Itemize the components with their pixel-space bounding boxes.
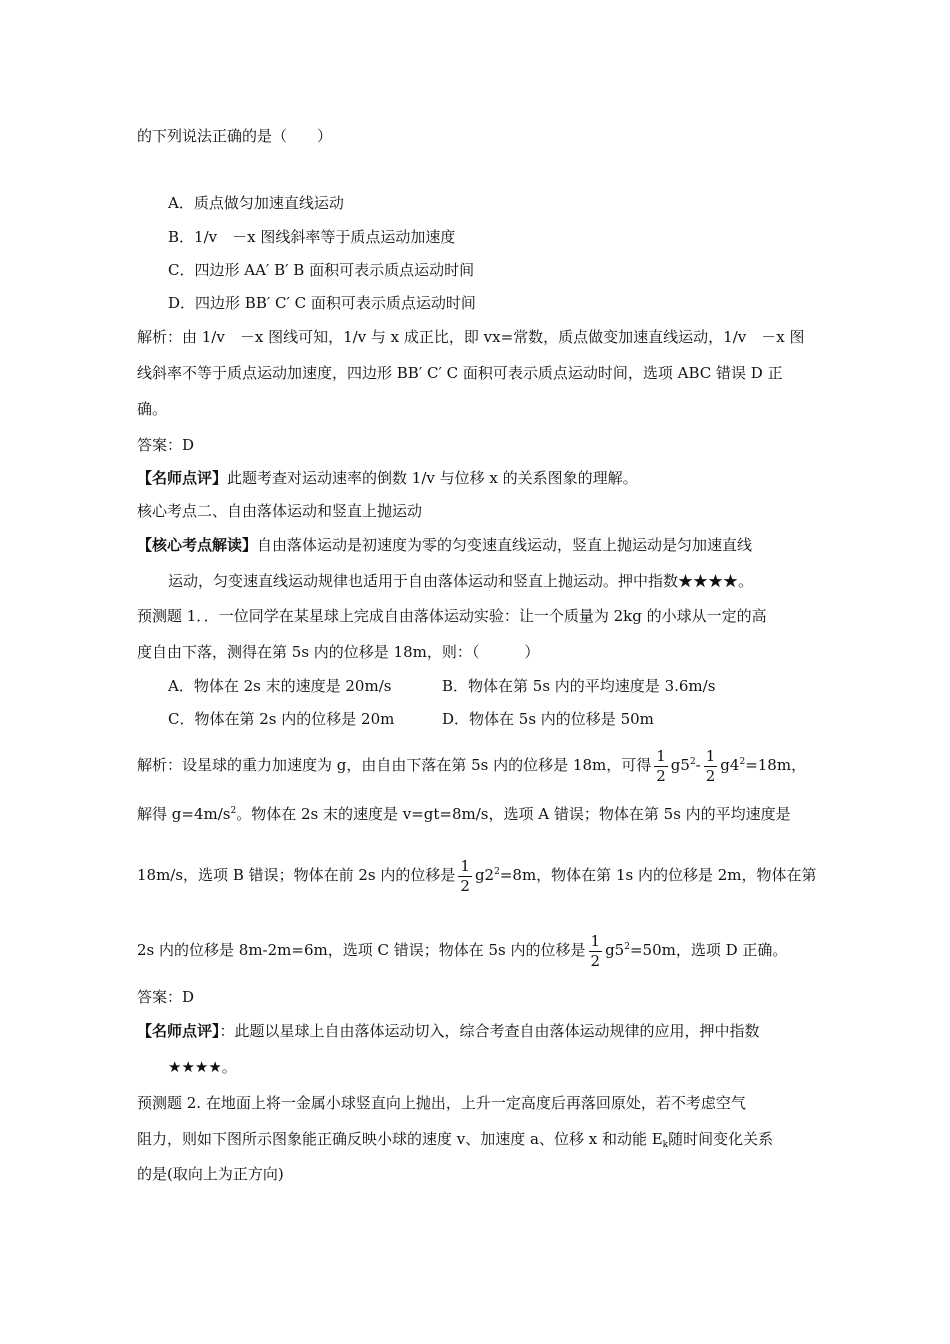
answer-2: 答案：D [137, 988, 195, 1006]
expr: g5 [670, 756, 690, 774]
analysis-text: 18m/s，选项 B 错误；物体在前 2s 内的位移是 [137, 866, 456, 884]
problem-2-line-2 [137, 1128, 813, 1150]
problem-1-options-row-1 [168, 675, 813, 697]
fraction-half [458, 857, 472, 896]
analysis-p1-line-3 [137, 853, 817, 897]
analysis-line-3: 确。 [137, 400, 168, 418]
expr: g2 [474, 866, 495, 884]
option-b: B．1/v －x 图线斜率等于质点运动加速度 [168, 228, 456, 246]
p1-option-a: A．物体在 2s 末的速度是 20m/s [168, 677, 392, 695]
analysis-text: =50m，选项 D 正确。 [629, 941, 788, 959]
teacher-comment-2-stars: ★★★★。 [168, 1058, 237, 1076]
problem-text: 阻力，则如下图所示图象能正确反映小球的速度 v、加速度 a、位移 x 和动能 E [137, 1130, 663, 1148]
question-stem-tail: 的下列说法正确的是（ ） [137, 127, 333, 145]
exponent: 2 [624, 942, 630, 952]
expr: =18m， [745, 756, 807, 774]
denominator: 2 [460, 876, 470, 895]
expr: g4 [720, 756, 740, 774]
numerator: 1 [705, 746, 716, 765]
analysis-text: 。物体在 2s 末的速度是 v=gt=8m/s，选项 A 错误；物体在第 5s 内的平均速度是 [236, 805, 791, 823]
problem-2-line-3: 的是(取向上为正方向) [137, 1165, 284, 1183]
analysis-text: 解析：设星球的重力加速度为 g，由自由下落在第 5s 内的位移是 18m，可得 [137, 756, 652, 774]
problem-2-line-1: 预测题 2. 在地面上将一金属小球竖直向上抛出，上升一定高度后再落回原处，若不考虑空气 [137, 1094, 746, 1112]
problem-1-options-row-2 [168, 708, 813, 730]
analysis-line-1: 解析：由 1/v －x 图线可知，1/v 与 x 成正比，即 vx=常数，质点做变加速直线运动，1/v －x 图 [137, 328, 805, 346]
section-heading: 核心考点二、自由落体运动和竖直上抛运动 [137, 502, 423, 520]
key-point-tag: 【核心考点解读】 [137, 536, 258, 554]
problem-1-line-1: 预测题 1．．一位同学在某星球上完成自由落体运动实验：让一个质量为 2kg 的小球从一定的高 [137, 607, 767, 625]
option-a: A．质点做匀加速直线运动 [168, 194, 344, 212]
subscript-k: k [662, 1140, 669, 1150]
denominator: 2 [590, 951, 601, 970]
p1-option-c: C．物体在第 2s 内的位移是 20m [168, 710, 395, 728]
key-point-line-1 [137, 534, 813, 556]
answer-1: 答案：D [137, 436, 195, 454]
analysis-p1-line-1 [137, 743, 813, 787]
key-point-text: 自由落体运动是初速度为零的匀变速直线运动，竖直上抛运动是匀加速直线 [257, 536, 753, 554]
analysis-text: 2s 内的位移是 8m-2m=6m，选项 C 错误；物体在 5s 内的位移是 [137, 941, 586, 959]
analysis-p1-line-4 [137, 928, 813, 972]
p1-option-b: B．物体在第 5s 内的平均速度是 3.6m/s [442, 677, 716, 695]
denominator: 2 [705, 766, 716, 785]
exponent: 2 [689, 757, 696, 767]
comment-text: ：此题以星球上自由落体运动切入，综合考查自由落体运动规律的应用，押中指数 [219, 1022, 760, 1040]
expr: g5 [605, 941, 625, 959]
teacher-comment-2 [137, 1020, 813, 1042]
fraction-half [704, 747, 718, 786]
p1-option-d: D．物体在 5s 内的位移是 50m [442, 710, 654, 728]
comment-text: 此题考查对运动速率的倒数 1/v 与位移 x 的关系图象的理解。 [227, 469, 638, 487]
comment-tag: 【名师点评】 [137, 469, 228, 487]
denominator: 2 [656, 766, 666, 785]
exponent: 2 [230, 806, 237, 816]
minus-sign: - [695, 756, 701, 774]
numerator: 1 [590, 931, 601, 950]
exponent: 2 [494, 867, 500, 877]
analysis-text: =8m，物体在第 1s 内的位移是 2m，物体在第 [499, 866, 817, 884]
exponent: 2 [739, 757, 746, 767]
teacher-comment-1 [137, 467, 813, 489]
option-c: C．四边形 AA′ B′ B 面积可表示质点运动时间 [168, 261, 475, 279]
problem-1-line-2: 度自由下落，测得在第 5s 内的位移是 18m，则：（ ） [137, 643, 540, 661]
comment-tag: 【名师点评】 [137, 1022, 220, 1040]
fraction-half [654, 747, 668, 786]
option-d: D．四边形 BB′ C′ C 面积可表示质点运动时间 [168, 294, 476, 312]
numerator: 1 [656, 746, 666, 765]
analysis-p1-line-2 [137, 803, 813, 825]
key-point-line-2: 运动，匀变速直线运动规律也适用于自由落体运动和竖直上抛运动。押中指数★★★★。 [168, 572, 754, 590]
fraction-half [589, 932, 603, 971]
analysis-text: 解得 g=4m/s [137, 805, 231, 823]
analysis-line-2: 线斜率不等于质点运动加速度，四边形 BB′ C′ C 面积可表示质点运动时间，选项 ABC 错误 D 正 [137, 364, 783, 382]
numerator: 1 [460, 856, 470, 875]
problem-text: 随时间变化关系 [668, 1130, 774, 1148]
